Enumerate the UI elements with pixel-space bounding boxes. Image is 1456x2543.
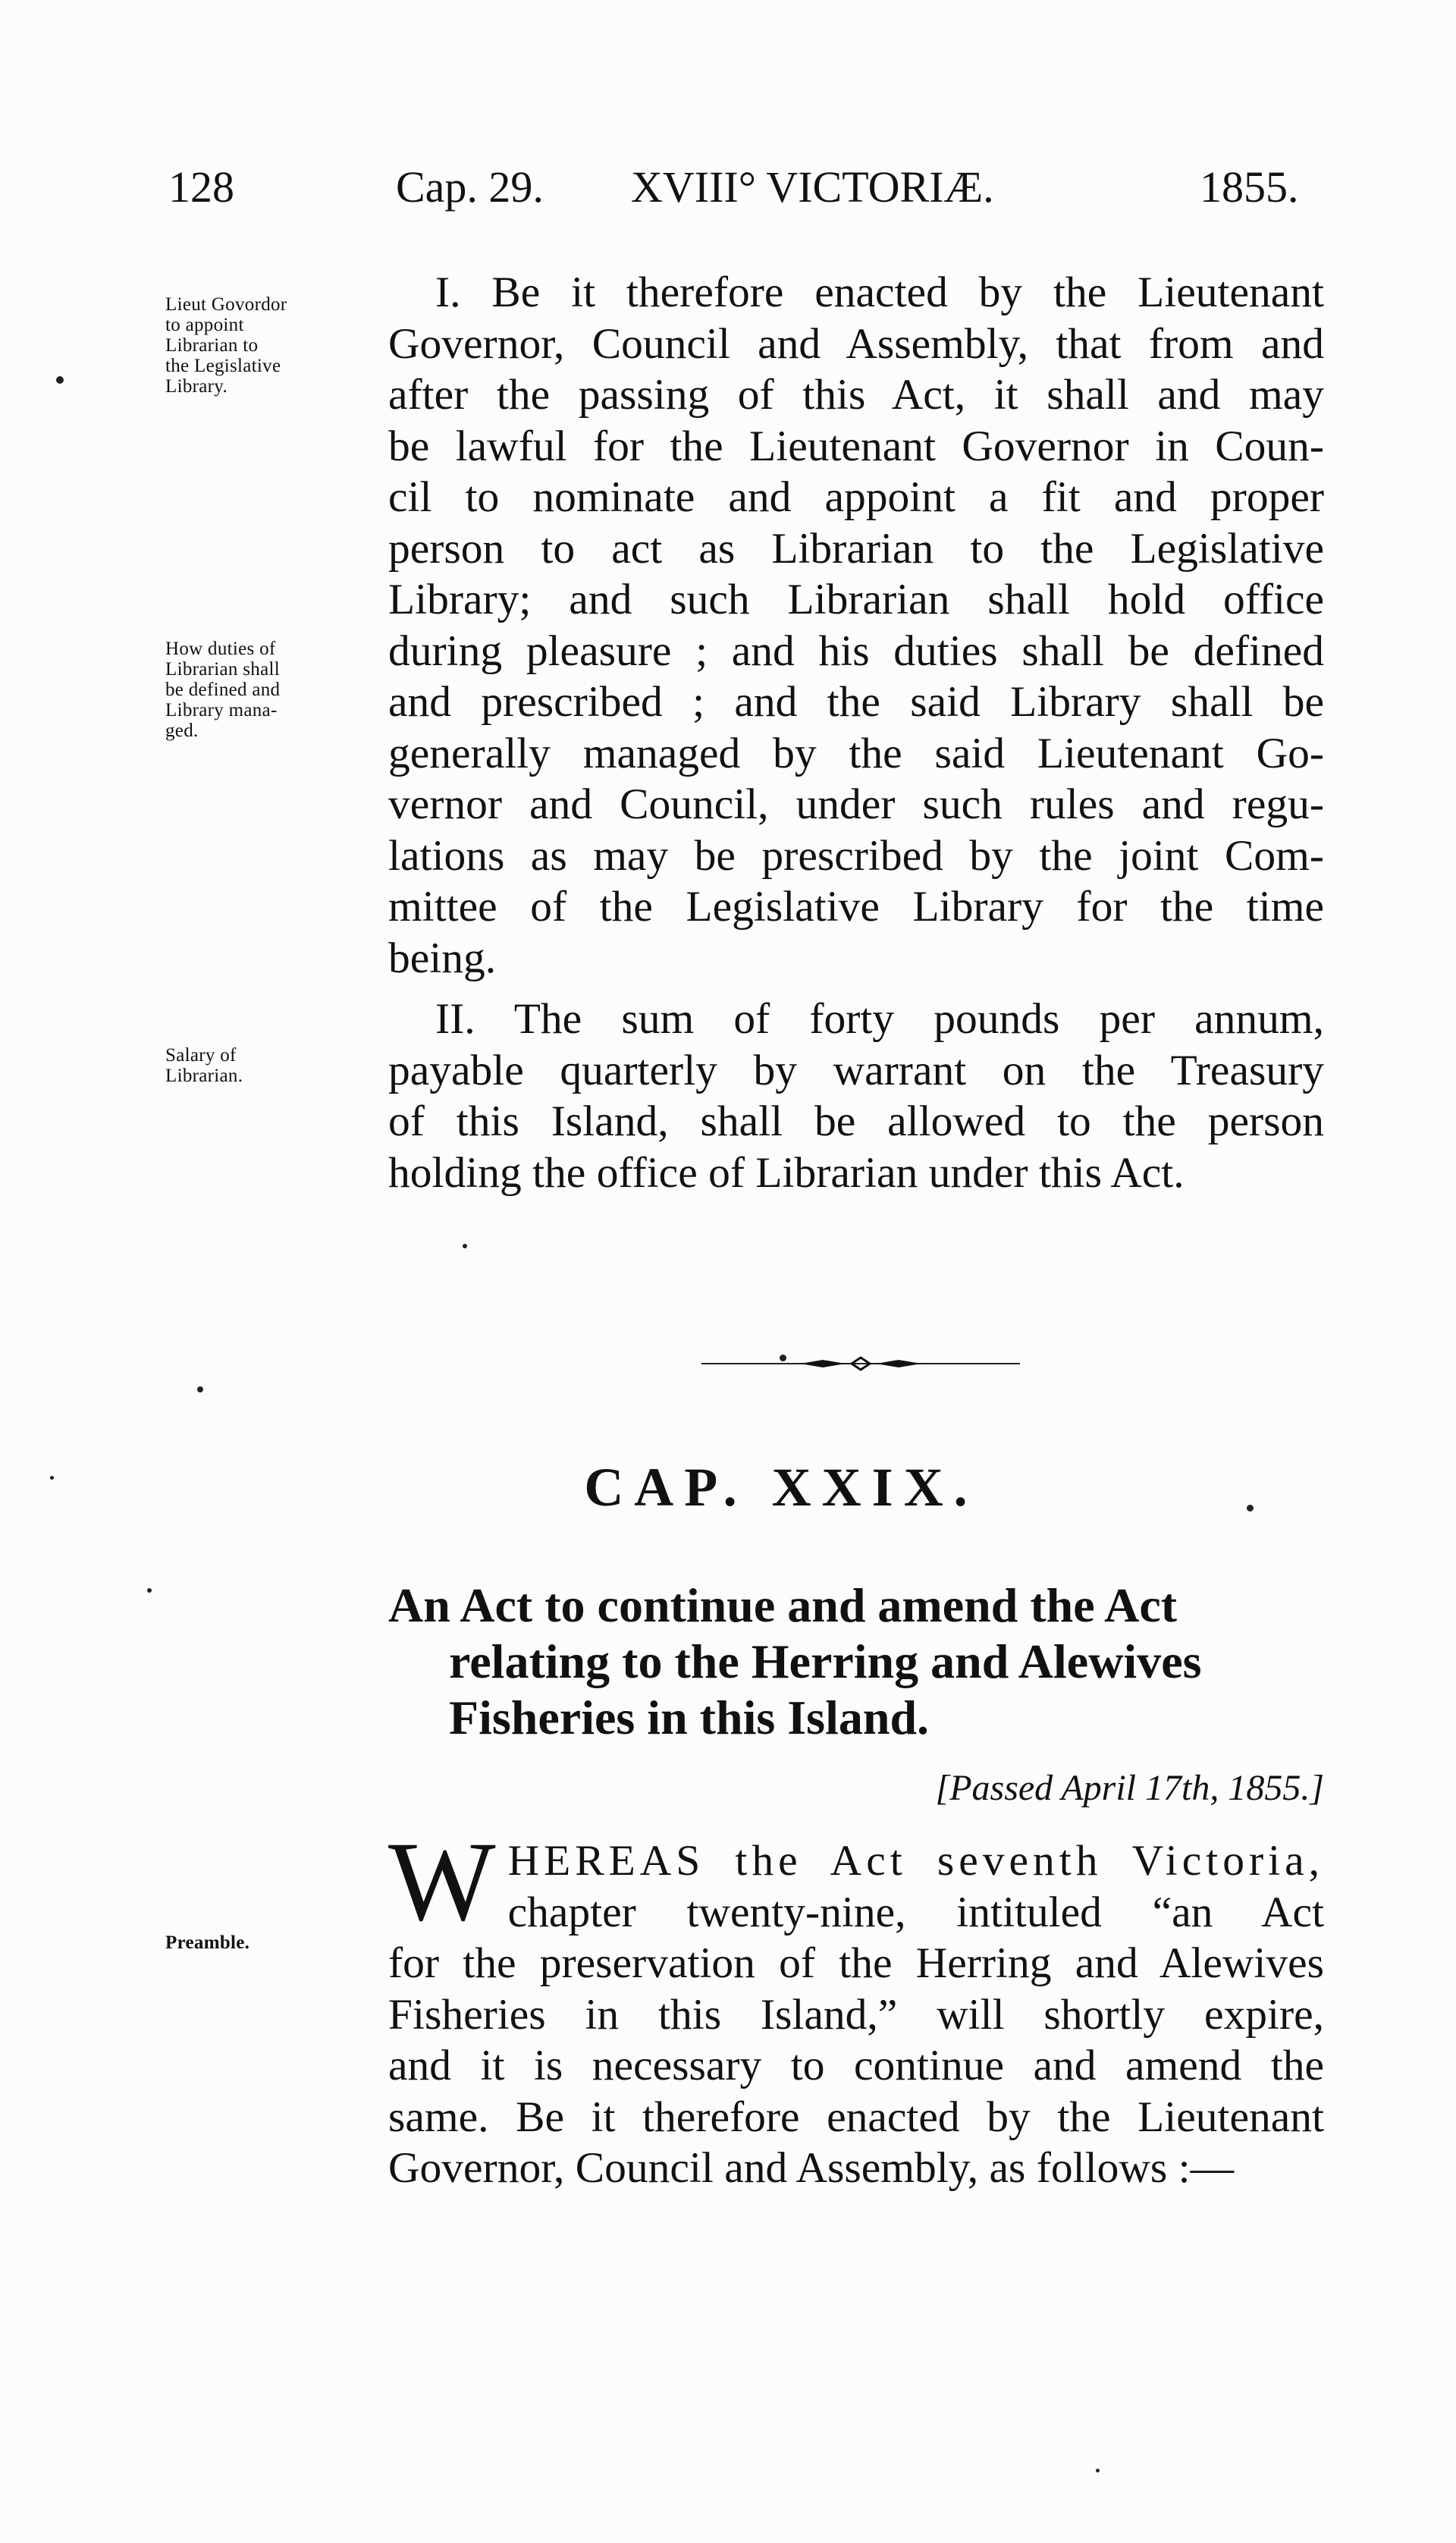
- text-line: of this Island, shall be allowed to the person: [388, 1097, 1324, 1145]
- text-line: person to act as Librarian to the Legislative: [388, 524, 1324, 573]
- act-title-line: relating to the Herring and Alewives: [449, 1634, 1202, 1688]
- chapter-title: CAP. XXIX.: [584, 1457, 978, 1518]
- scan-speck: [197, 1386, 203, 1392]
- margin-note-line: Librarian shall: [165, 659, 280, 680]
- text-line: for the preservation of the Herring and Alewives: [388, 1939, 1324, 1987]
- text-line: vernor and Council, under such rules and regu-: [388, 780, 1324, 828]
- scan-speck: [147, 1588, 152, 1593]
- text-line: being.: [388, 934, 497, 982]
- margin-note-line: Librarian to: [165, 335, 259, 356]
- margin-note-salary: [165, 1045, 385, 1086]
- scan-speck: [463, 1244, 467, 1248]
- text-line: Library; and such Librarian shall hold office: [388, 576, 1324, 623]
- scan-speck: [56, 376, 64, 384]
- scan-speck: [50, 1476, 54, 1480]
- section-1-text: [388, 267, 1324, 984]
- scan-speck: [780, 1355, 786, 1361]
- act-title: [388, 1578, 1324, 1746]
- text-line: chapter twenty-nine, intituled “an Act: [507, 1888, 1324, 1936]
- text-line: during pleasure ; and his duties shall be defined: [388, 626, 1324, 675]
- text-line: generally managed by the said Lieutenant Go-: [388, 729, 1324, 777]
- header-chapter: Cap. 29.: [396, 162, 544, 212]
- text-line: cil to nominate and appoint a fit and proper: [388, 473, 1324, 521]
- text-line: Governor, Council and Assembly, as follows :—: [388, 2144, 1235, 2192]
- section-2-text: [388, 994, 1324, 1198]
- text-line: holding the office of Librarian under this Act.: [388, 1148, 1185, 1197]
- text-line: payable quarterly by warrant on the Treasury: [388, 1046, 1324, 1094]
- text-line: I. Be it therefore enacted by the Lieutenant: [435, 268, 1324, 316]
- margin-note-line: Salary of: [165, 1045, 237, 1066]
- margin-note-duties: [165, 639, 385, 741]
- text-line: and it is necessary to continue and amend the: [388, 2042, 1324, 2089]
- passed-date: [Passed April 17th, 1855.]: [935, 1768, 1324, 1808]
- text-line: Governor, Council and Assembly, that from and: [388, 319, 1324, 368]
- text-line: lations as may be prescribed by the joint Com-: [388, 831, 1324, 880]
- margin-note-line: Librarian.: [165, 1066, 243, 1086]
- scan-speck: [1247, 1505, 1254, 1512]
- margin-note-preamble: Preamble.: [165, 1932, 250, 1953]
- ornamental-rule: [701, 1348, 1020, 1379]
- act-title-line: Fisheries in this Island.: [449, 1691, 930, 1744]
- drop-cap: W: [388, 1819, 496, 1945]
- text-line: Fisheries in this Island,” will shortly expire,: [388, 1990, 1324, 2039]
- scan-speck: [1096, 2469, 1100, 2472]
- preamble-text: [388, 1819, 1324, 2194]
- margin-note-line: be defined and: [165, 680, 281, 700]
- header-reign: XVIII° VICTORIÆ.: [631, 162, 994, 212]
- header-year: 1855.: [1200, 162, 1299, 212]
- margin-note-line: the Legislative: [165, 356, 281, 376]
- margin-note-line: Library.: [165, 376, 228, 397]
- margin-note-line: ged.: [165, 721, 199, 741]
- margin-note-line: to appoint: [165, 315, 244, 335]
- text-line: II. The sum of forty pounds per annum,: [435, 995, 1324, 1043]
- text-line: mittee of the Legislative Library for the time: [388, 883, 1324, 931]
- text-line: after the passing of this Act, it shall and may: [388, 371, 1324, 419]
- margin-note-librarian-appointment: [165, 294, 385, 397]
- page-number: 128: [168, 162, 234, 212]
- act-title-line: An Act to continue and amend the Act: [388, 1578, 1178, 1632]
- margin-note-line: Lieut Govordor: [165, 294, 287, 315]
- margin-note-line: Library mana-: [165, 700, 278, 721]
- margin-note-line: How duties of: [165, 639, 276, 659]
- text-line: same. Be it therefore enacted by the Lieutenant: [388, 2092, 1324, 2141]
- text-line: and prescribed ; and the said Library shall be: [388, 678, 1324, 726]
- text-line: be lawful for the Lieutenant Governor in Coun-: [388, 422, 1324, 470]
- text-line: HEREAS the Act seventh Victoria,: [507, 1837, 1324, 1885]
